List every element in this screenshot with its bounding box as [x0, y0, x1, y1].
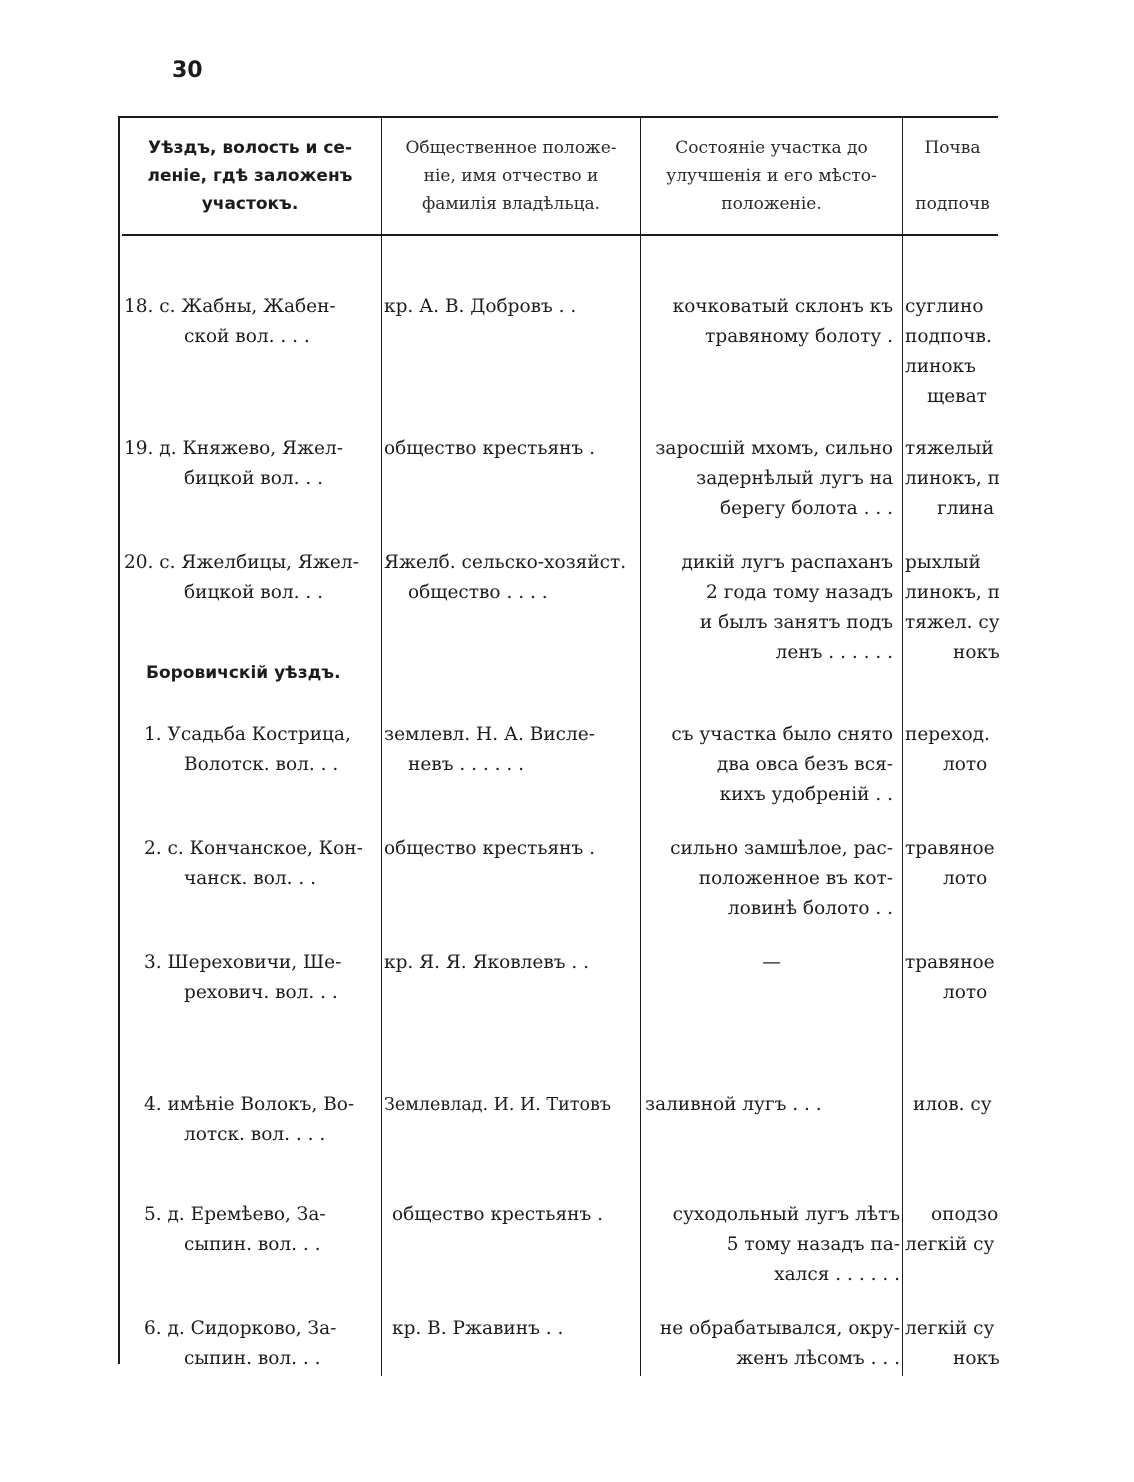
row-location: 20. с. Яжелбицы, Яжел- бицкой вол. . . [124, 552, 359, 603]
row-soil: легкій су нокъ [905, 1318, 1000, 1369]
row-soil: травяное лото [905, 952, 995, 1003]
row-state: кочковатый склонъ къ травяному болоту . [672, 296, 893, 347]
row-owner: общество крестьянъ . [392, 1204, 604, 1225]
row-location: 3. Шереховичи, Ше- рехович. вол. . . [144, 952, 342, 1003]
column-divider [640, 118, 641, 1376]
row-owner: кр. В. Ржавинъ . . [392, 1318, 564, 1339]
row-owner: Яжелб. сельско-хозяйст. общество . . . . [384, 552, 627, 603]
row-location: 5. д. Еремѣево, За- сыпин. вол. . . [144, 1204, 326, 1255]
row-state: сильно замшѣлое, рас- положенное въ кот- ловинѣ болото . . [670, 838, 893, 919]
table-top-rule [118, 116, 998, 118]
header-location: Уѣздъ, волость и се- леніе, гдѣ заложенъ участокъ. [147, 138, 353, 214]
table-left-rule [118, 116, 120, 1364]
row-location: 19. д. Княжево, Яжел- бицкой вол. . . [124, 438, 343, 489]
row-state: не обрабатывался, окру- женъ лѣсомъ . . . [659, 1318, 900, 1369]
header-owner: Общественное положе- ніе, имя отчество и фамилія владѣльца. [405, 138, 617, 214]
header-bottom-rule [122, 234, 998, 236]
row-location: 2. с. Кончанское, Кон- чанск. вол. . . [144, 838, 363, 889]
row-location: 1. Усадьба Кострица, Волотск. вол. . . [144, 724, 351, 775]
column-divider [902, 118, 903, 1376]
row-state: дикій лугъ распаханъ 2 года тому назадъ и былъ занятъ подъ ленъ . . . . . . [681, 552, 893, 663]
page-number: 30 [172, 58, 203, 83]
row-owner: общество крестьянъ . [384, 838, 596, 859]
row-owner: землевл. Н. А. Висле- невъ . . . . . . [384, 724, 595, 775]
row-location: 4. имѣніе Волокъ, Во- лотск. вол. . . . [144, 1094, 355, 1145]
row-soil: травяное лото [905, 838, 995, 889]
row-soil: переход. лото [905, 724, 990, 775]
row-soil: оподзо легкій су [905, 1204, 999, 1255]
row-location: 6. д. Сидорково, За- сыпин. вол. . . [144, 1318, 337, 1369]
row-soil: илов. су [913, 1094, 992, 1115]
row-owner: общество крестьянъ . [384, 438, 596, 459]
header-soil: Почва подпочв [915, 138, 990, 214]
row-state: заливной лугъ . . . [645, 1094, 822, 1115]
row-soil: суглино подпочв. линокъ щеват [905, 296, 992, 407]
column-divider [381, 118, 382, 1376]
header-state: Состояніе участка до улучшенія и его мѣсто- положеніе. [666, 138, 877, 214]
section-title: Боровичскій уѣздъ. [146, 663, 341, 683]
row-state: заросшій мхомъ, сильно задернѣлый лугъ на берегу болота . . . [655, 438, 893, 519]
row-state: суходольный лугъ лѣтъ 5 тому назадъ па- хался . . . . . . [672, 1204, 900, 1285]
row-soil: рыхлый линокъ, п тяжел. су нокъ [905, 552, 1000, 663]
row-location: 18. с. Жабны, Жабен- ской вол. . . . [124, 296, 336, 347]
row-state: — [762, 952, 781, 973]
row-state: съ участка было снято два овса безъ вся- кихъ удобреній . . [671, 724, 893, 805]
row-owner: Землевлад. И. И. Титовъ [384, 1095, 611, 1115]
row-soil: тяжелый линокъ, п глина [905, 438, 1000, 519]
row-owner: кр. Я. Я. Яковлевъ . . [384, 952, 590, 973]
row-owner: кр. А. В. Добровъ . . [384, 296, 577, 317]
